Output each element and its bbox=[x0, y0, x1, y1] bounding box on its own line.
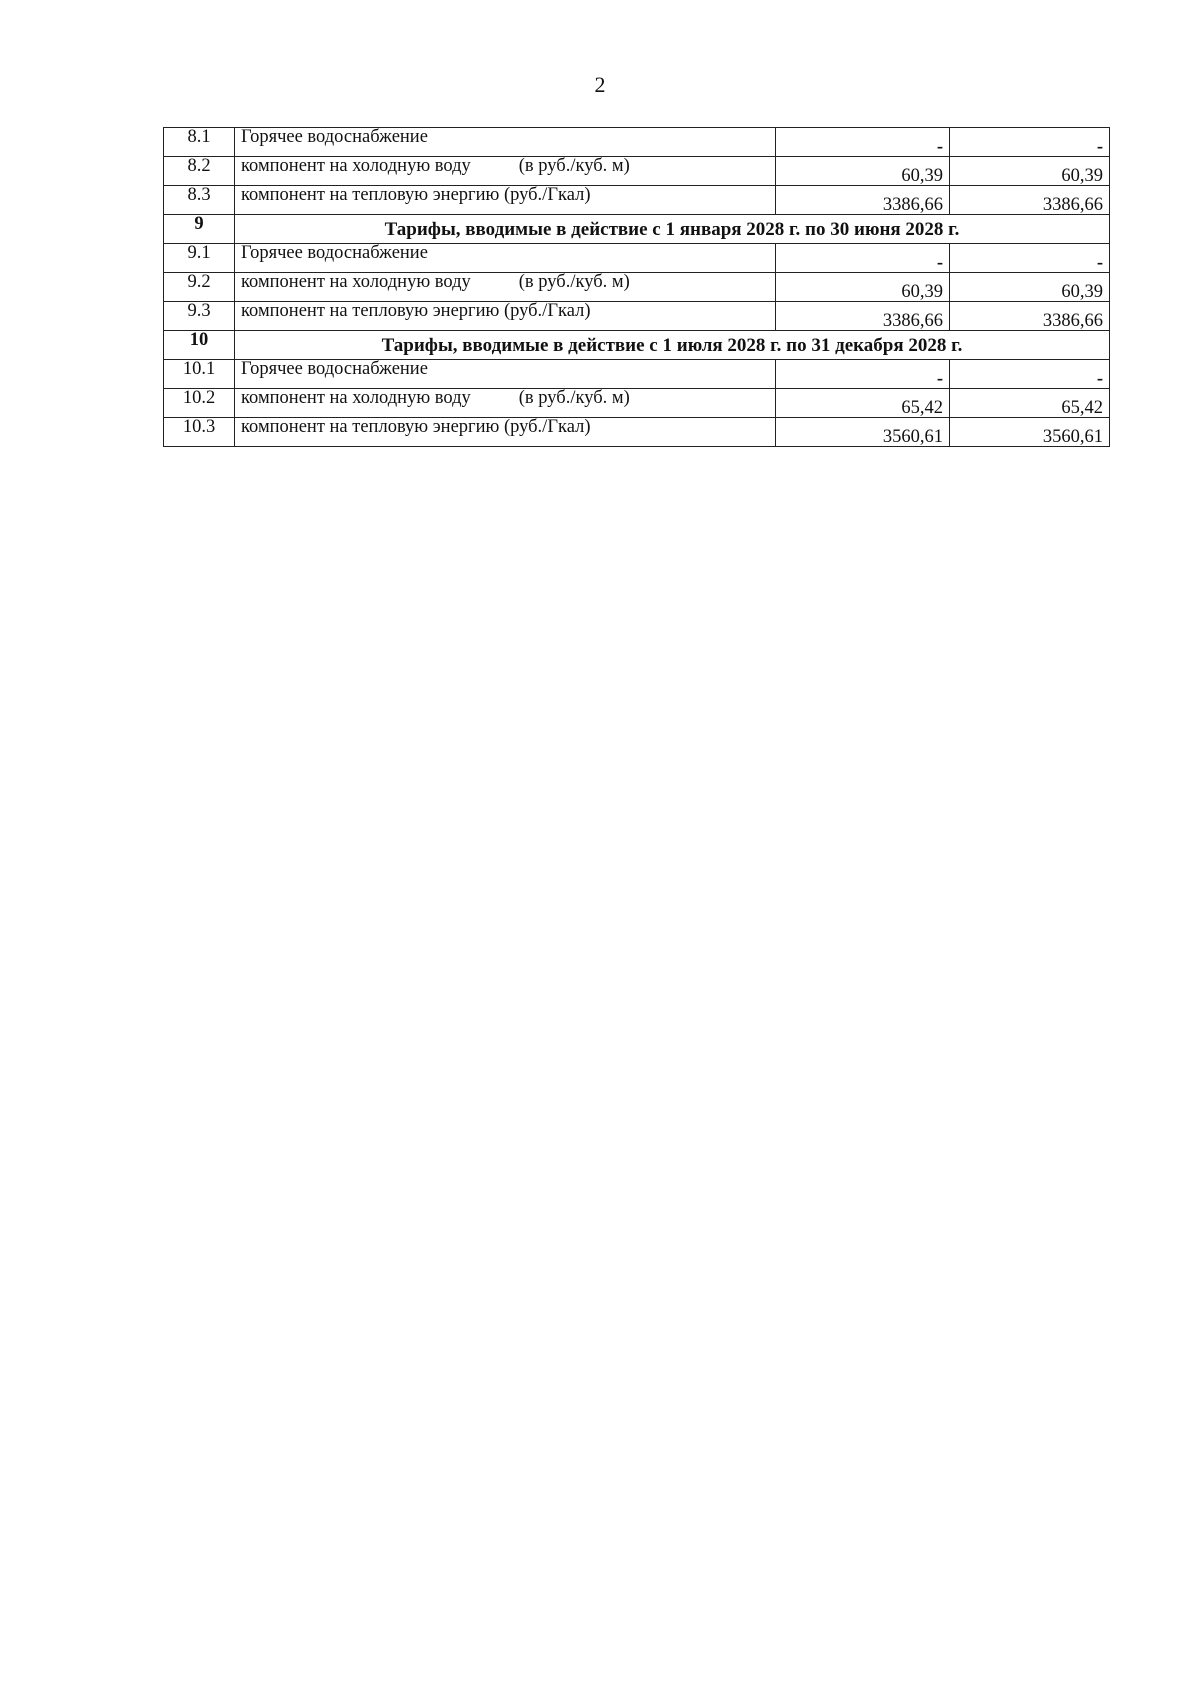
value-cell-1: 65,42 bbox=[776, 389, 950, 418]
row-number: 10.3 bbox=[164, 418, 235, 447]
row-unit: (в руб./куб. м) bbox=[518, 388, 630, 408]
row-name: Горячее водоснабжение bbox=[241, 127, 428, 147]
row-name: компонент на тепловую энергию (руб./Гкал) bbox=[241, 301, 591, 321]
row-name: компонент на холодную воду bbox=[241, 388, 471, 408]
row-name-cell bbox=[235, 128, 776, 157]
row-number: 9.2 bbox=[164, 273, 235, 302]
row-name-cell bbox=[235, 389, 776, 418]
value-cell-1: 60,39 bbox=[776, 273, 950, 302]
section-number: 9 bbox=[164, 215, 235, 244]
value-cell-1: - bbox=[776, 360, 950, 389]
row-name: компонент на тепловую энергию (руб./Гкал) bbox=[241, 417, 591, 437]
value-cell-2: - bbox=[950, 244, 1110, 273]
row-name: компонент на тепловую энергию (руб./Гкал) bbox=[241, 185, 591, 205]
row-name: Горячее водоснабжение bbox=[241, 243, 428, 263]
table-row bbox=[164, 273, 1110, 302]
section-title: Тарифы, вводимые в действие с 1 июля 2028 г. по 31 декабря 2028 г. bbox=[235, 331, 1110, 360]
table-row bbox=[164, 302, 1110, 331]
table-row bbox=[164, 418, 1110, 447]
row-number: 10.2 bbox=[164, 389, 235, 418]
value-cell-2: 65,42 bbox=[950, 389, 1110, 418]
value-cell-1: - bbox=[776, 244, 950, 273]
row-name: Горячее водоснабжение bbox=[241, 359, 428, 379]
row-number: 8.3 bbox=[164, 186, 235, 215]
value-cell-1: - bbox=[776, 128, 950, 157]
table-row bbox=[164, 389, 1110, 418]
value-cell-2: 3386,66 bbox=[950, 302, 1110, 331]
value-cell-1: 3386,66 bbox=[776, 186, 950, 215]
tariff-table bbox=[163, 127, 1110, 447]
value-cell-1: 3386,66 bbox=[776, 302, 950, 331]
row-name-cell bbox=[235, 360, 776, 389]
row-name-cell bbox=[235, 273, 776, 302]
value-cell-1: 60,39 bbox=[776, 157, 950, 186]
row-name-cell bbox=[235, 418, 776, 447]
section-row bbox=[164, 215, 1110, 244]
row-name: компонент на холодную воду bbox=[241, 272, 471, 292]
row-number: 8.2 bbox=[164, 157, 235, 186]
page-number: 2 bbox=[594, 72, 606, 97]
value-cell-2: 60,39 bbox=[950, 273, 1110, 302]
section-number: 10 bbox=[164, 331, 235, 360]
row-number: 9.3 bbox=[164, 302, 235, 331]
value-cell-2: - bbox=[950, 360, 1110, 389]
table-row bbox=[164, 244, 1110, 273]
row-number: 8.1 bbox=[164, 128, 235, 157]
table-row bbox=[164, 157, 1110, 186]
value-cell-2: 3386,66 bbox=[950, 186, 1110, 215]
table-row bbox=[164, 128, 1110, 157]
row-name-cell bbox=[235, 157, 776, 186]
row-name: компонент на холодную воду bbox=[241, 156, 471, 176]
value-cell-2: - bbox=[950, 128, 1110, 157]
tariff-table-body bbox=[164, 128, 1110, 447]
row-name-cell bbox=[235, 244, 776, 273]
section-title: Тарифы, вводимые в действие с 1 января 2028 г. по 30 июня 2028 г. bbox=[235, 215, 1110, 244]
row-number: 10.1 bbox=[164, 360, 235, 389]
value-cell-1: 3560,61 bbox=[776, 418, 950, 447]
row-number: 9.1 bbox=[164, 244, 235, 273]
row-name-cell bbox=[235, 186, 776, 215]
row-name-cell bbox=[235, 302, 776, 331]
section-row bbox=[164, 331, 1110, 360]
value-cell-2: 3560,61 bbox=[950, 418, 1110, 447]
table-row bbox=[164, 360, 1110, 389]
value-cell-2: 60,39 bbox=[950, 157, 1110, 186]
table-row bbox=[164, 186, 1110, 215]
row-unit: (в руб./куб. м) bbox=[518, 156, 630, 176]
row-unit: (в руб./куб. м) bbox=[518, 272, 630, 292]
